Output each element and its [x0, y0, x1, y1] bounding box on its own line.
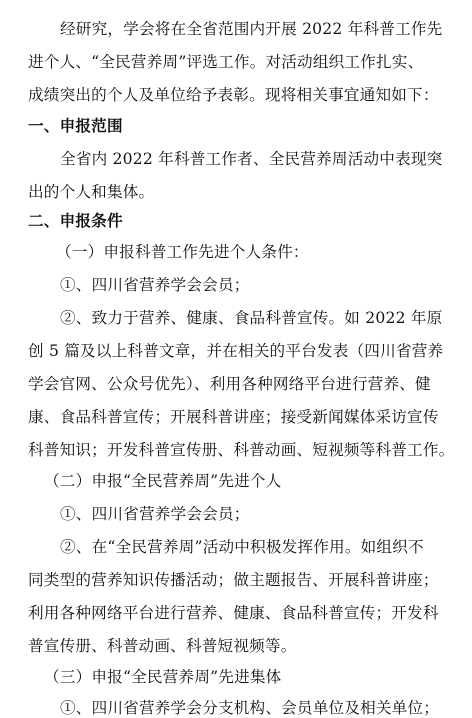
sub2-title: （二）申报“全民营养周”先进个人: [44, 472, 282, 490]
sub1-title: （一）申报科普工作先进个人条件：: [56, 243, 309, 261]
sub1-item2-line-3: 学会官网、公众号优先）、利用各种网络平台进行营养、健: [28, 375, 431, 393]
sub1-item2-line-5: 科普知识；开发科普宣传册、科普动画、短视频等科普工作。: [28, 441, 455, 459]
intro-line-3: 成绩突出的个人及单位给予表彰。现将相关事宜通知如下：: [28, 86, 439, 104]
sub2-item2-line-3: 利用各种网络平台进行营养、健康、食品科普宣传；开发科: [28, 604, 439, 622]
sub2-item2-line-4: 普宣传册、科普动画、科普短视频等。: [28, 637, 297, 655]
sub2-item2-line-2: 同类型的营养知识传播活动；做主题报告、开展科普讲座；: [28, 571, 439, 589]
sub1-item2-line-4: 康、食品科普宣传；开展科普讲座；接受新闻媒体采访宣传: [28, 408, 439, 426]
sub1-item2-line-1: ②、致力于营养、健康、食品科普宣传。如 2022 年原: [60, 309, 443, 327]
sub3-title: （三）申报“全民营养周”先进集体: [44, 668, 282, 686]
intro-line-1: 经研究，学会将在全省范围内开展 2022 年科普工作先: [60, 20, 443, 38]
section-heading-scope: 一、申报范围: [28, 117, 123, 135]
sub1-item1: ①、四川省营养学会会员；: [60, 276, 250, 294]
sub1-item2-line-2: 创 5 篇及以上科普文章，并在相关的平台发表（四川省营养: [28, 342, 444, 360]
scope-line-1: 全省内 2022 年科普工作者、全民营养周活动中表现突: [60, 150, 443, 168]
intro-line-2: 进个人、“全民营养周”评选工作。对活动组织工作扎实、: [28, 53, 424, 71]
section-heading-conditions: 二、申报条件: [28, 212, 123, 230]
sub2-item1: ①、四川省营养学会会员；: [60, 505, 250, 523]
sub2-item2-line-1: ②、在“全民营养周”活动中积极发挥作用。如组织不: [60, 538, 424, 556]
sub3-item1: ①、四川省营养学会分支机构、会员单位及相关单位；: [60, 699, 440, 717]
scope-line-2: 出的个人和集体。: [28, 183, 155, 201]
